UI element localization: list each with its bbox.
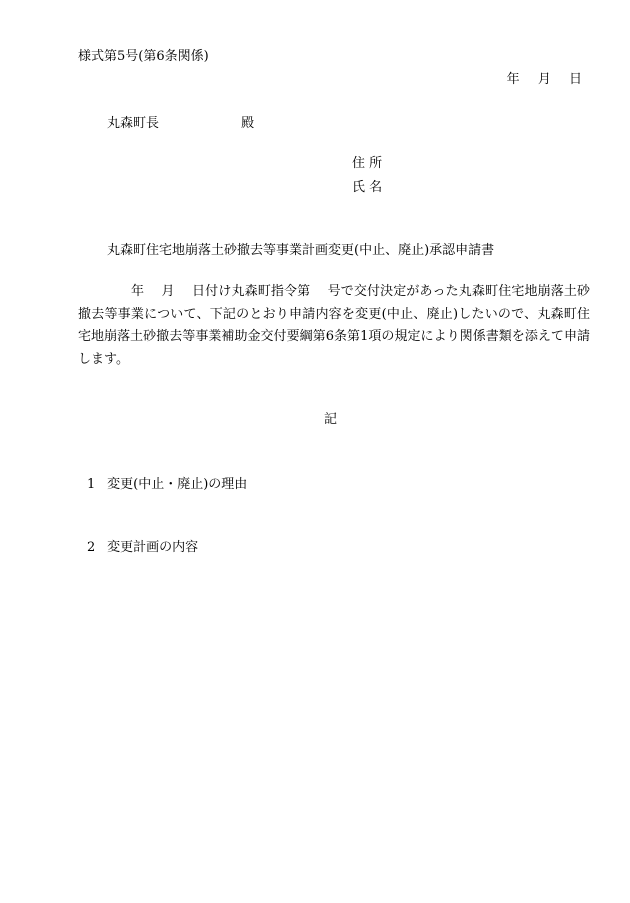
- date-year-label: 年: [506, 72, 520, 87]
- applicant-name-label: 氏 名: [352, 180, 383, 195]
- body-paragraph: 年 月 日付け丸森町指令第 号で交付決定があった丸森町住宅地崩落土砂撤去等事業について、下記のとおり申請内容を変更(中止、廃止)したいので、丸森町住宅地崩落土砂撤去等事業補助金交付要綱第6条第1項の規定により関係書類を添えて申請します。: [78, 284, 590, 367]
- ki-heading: 記: [324, 412, 338, 427]
- date-line: [507, 73, 582, 86]
- form-number: 様式第5号(第6条関係): [78, 49, 209, 64]
- addressee-honorific: 殿: [241, 116, 255, 131]
- document-title: 丸森町住宅地崩落土砂撤去等事業計画変更(中止、廃止)承認申請書: [107, 243, 495, 258]
- item-label: 変更(中止・廃止)の理由: [107, 477, 248, 492]
- applicant-address-label: 住 所: [352, 156, 383, 171]
- item-number: 2: [87, 540, 96, 555]
- item-label: 変更計画の内容: [107, 540, 199, 555]
- list-item: [87, 541, 198, 554]
- item-number: 1: [87, 477, 96, 492]
- list-item: [87, 478, 247, 491]
- date-month-label: 月: [537, 72, 551, 87]
- date-day-label: 日: [568, 72, 582, 87]
- addressee-name: 丸森町長: [107, 116, 160, 131]
- addressee: [107, 117, 254, 130]
